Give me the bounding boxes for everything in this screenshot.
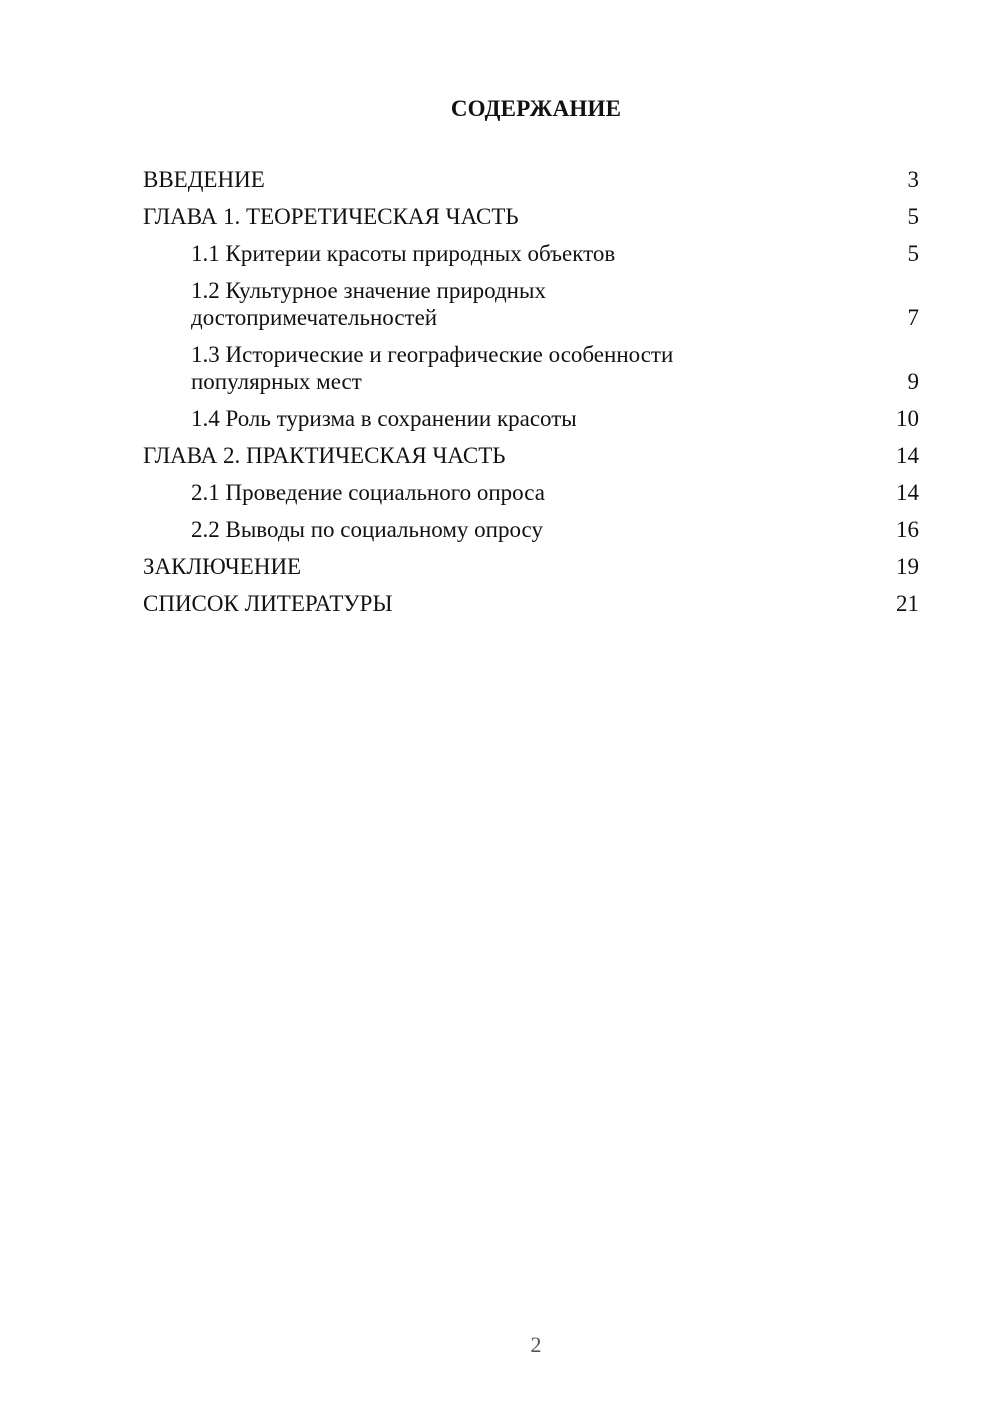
toc-entry-page: 14 bbox=[896, 443, 919, 468]
toc-entry-page: 10 bbox=[896, 406, 919, 431]
toc-entry-label: 1.3 Исторические и географические особенности популярных мест bbox=[191, 342, 674, 394]
toc-entry-label: 2.1 Проведение социального опроса bbox=[191, 480, 545, 505]
toc-entry-label: ВВЕДЕНИЕ bbox=[143, 167, 265, 192]
toc-entry-page: 21 bbox=[896, 591, 919, 616]
toc-entry-label: ГЛАВА 2. ПРАКТИЧЕСКАЯ ЧАСТЬ bbox=[143, 443, 506, 468]
toc-entry-page: 19 bbox=[896, 554, 919, 579]
toc-entry bbox=[143, 277, 919, 331]
toc-entry-label: 1.1 Критерии красоты природных объектов bbox=[191, 241, 616, 266]
page-title: СОДЕРЖАНИЕ bbox=[450, 96, 622, 121]
toc-entry-label: 2.2 Выводы по социальному опросу bbox=[191, 517, 543, 542]
page-number: 2 bbox=[530, 1332, 542, 1357]
toc-entry-page: 7 bbox=[907, 305, 919, 330]
toc-entry bbox=[143, 166, 919, 193]
toc-entry bbox=[143, 516, 919, 543]
toc-entry-label: СПИСОК ЛИТЕРАТУРЫ bbox=[143, 591, 393, 616]
table-of-contents bbox=[143, 166, 919, 627]
toc-entry bbox=[143, 479, 919, 506]
toc-entry bbox=[143, 341, 919, 395]
toc-entry-page: 5 bbox=[907, 241, 919, 266]
toc-entry-label: 1.2 Культурное значение природных достопримечательностей bbox=[191, 278, 546, 330]
toc-entry bbox=[143, 553, 919, 580]
toc-entry-page: 14 bbox=[896, 480, 919, 505]
toc-entry-page: 5 bbox=[907, 204, 919, 229]
toc-entry-page: 9 bbox=[907, 369, 919, 394]
toc-entry-label: 1.4 Роль туризма в сохранении красоты bbox=[191, 406, 577, 431]
toc-entry-label: ГЛАВА 1. ТЕОРЕТИЧЕСКАЯ ЧАСТЬ bbox=[143, 204, 519, 229]
toc-entry bbox=[143, 442, 919, 469]
toc-entry-page: 3 bbox=[907, 167, 919, 192]
toc-entry-page: 16 bbox=[896, 517, 919, 542]
toc-entry bbox=[143, 405, 919, 432]
toc-entry-label: ЗАКЛЮЧЕНИЕ bbox=[143, 554, 302, 579]
toc-entry bbox=[143, 240, 919, 267]
toc-entry bbox=[143, 590, 919, 617]
toc-entry bbox=[143, 203, 919, 230]
